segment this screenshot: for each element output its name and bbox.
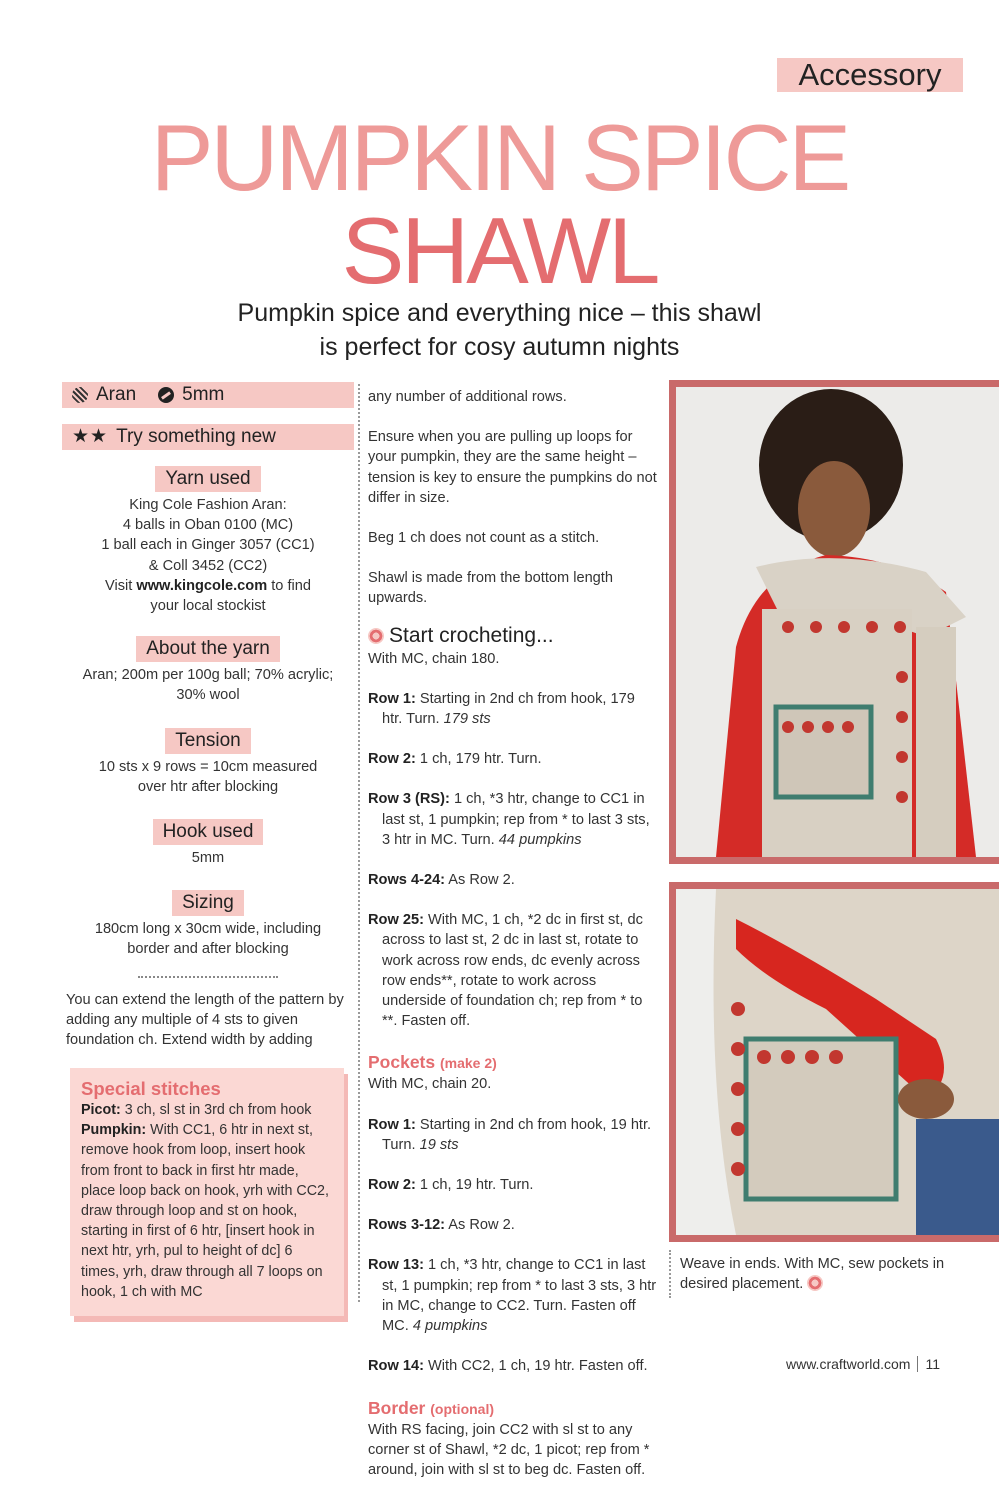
row-count: 19 sts — [419, 1136, 459, 1153]
picot-definition — [70, 1100, 344, 1120]
page-footer — [786, 1356, 940, 1372]
start-heading-text: Start crocheting... — [389, 623, 554, 647]
row-label: Rows 4-24: — [368, 872, 446, 889]
yarn-line: 1 ball each in Ginger 3057 (CC1) — [101, 537, 315, 554]
about-yarn-heading: About the yarn — [136, 636, 280, 662]
note: Beg 1 ch does not count as a stitch. — [368, 530, 600, 547]
tension-text — [62, 757, 354, 797]
sizing-text — [62, 919, 354, 959]
pattern-row — [368, 1215, 658, 1235]
column-divider — [358, 384, 360, 1302]
stockist-line — [62, 576, 354, 596]
pattern-row — [368, 1255, 658, 1336]
sizing-heading: Sizing — [172, 890, 244, 916]
hook-used-heading: Hook used — [153, 819, 264, 845]
difficulty-label: Try something new — [116, 426, 276, 447]
hook-used-text: 5mm — [191, 850, 225, 867]
specs-column — [62, 382, 354, 978]
hook-size: 5mm — [182, 384, 225, 405]
yarn-hook-badge — [62, 382, 354, 408]
row-text: Starting in 2nd ch from hook, 179 htr. Turn. — [382, 690, 635, 728]
row-text: 1 ch, 19 htr. Turn. — [415, 1177, 534, 1194]
pattern-row — [368, 749, 658, 769]
yarn-line: King Cole Fashion Aran: — [129, 497, 287, 513]
row-text: With CC2, 1 ch, 19 htr. Fasten off. — [423, 1358, 648, 1375]
row-text: As Row 2. — [445, 872, 515, 889]
page-number: 11 — [925, 1356, 941, 1372]
yarn-ball-icon — [72, 387, 88, 403]
stockist-link[interactable]: www.kingcole.com — [136, 577, 268, 594]
note: Shawl is made from the bottom length upwards. — [368, 570, 613, 607]
footer-site[interactable]: www.craftworld.com — [786, 1356, 911, 1372]
pocket-illustration — [676, 889, 999, 1235]
model-photo — [669, 380, 999, 864]
caption-text: Weave in ends. With MC, sew pockets in desired placement. — [680, 1256, 945, 1293]
row-text: 1 ch, *3 htr, change to CC1 in last st, 1 pumpkin; rep from * to last 3 sts, 3 htr in MC. Turn. — [382, 791, 650, 848]
row-text: As Row 2. — [445, 1217, 515, 1234]
pockets-intro: With MC, chain 20. — [368, 1076, 492, 1093]
tension-line: over htr after blocking — [137, 778, 279, 795]
row-text: Starting in 2nd ch from hook, 19 htr. Turn. — [382, 1116, 652, 1153]
subtitle-line1: Pumpkin spice and everything nice – this shawl — [237, 299, 762, 327]
sizing-line: border and after blocking — [127, 941, 289, 958]
tension-heading: Tension — [165, 728, 251, 754]
yarn-used-text — [62, 495, 354, 616]
photo-caption — [680, 1254, 980, 1294]
yarn-line: 4 balls in Oban 0100 (MC) — [122, 517, 294, 534]
category-tag: Accessory — [777, 58, 963, 92]
border-note: (optional) — [430, 1400, 495, 1417]
pumpkin-text: With CC1, 6 htr in next st, remove hook from loop, insert hook from front to back in first htr made, place loop back on hook, yrh with CC2, draw through loop and st on hook, starting in first of 6 htr, [insert hook in next htr, yrh, pul to height of dc] 6 times, yrh, draw through all 7 loops on hook, 1 ch with MC — [81, 1122, 329, 1300]
note: Ensure when you are pulling up loops for your pumpkin, they are the same height – tension is key to ensure the pumpkins do not differ in size. — [368, 429, 657, 506]
pattern-row — [368, 870, 658, 890]
border-heading — [368, 1397, 658, 1420]
picot-label: Picot: — [81, 1102, 121, 1118]
stockist-line2: your local stockist — [150, 598, 266, 615]
note: any number of additional rows. — [368, 389, 567, 405]
hook-icon — [158, 387, 174, 403]
row-text: 1 ch, *3 htr, change to CC1 in last st, 1 pumpkin; rep from * to last 3 sts, 3 htr in MC, change to CC2. Turn. Fasten off MC. — [382, 1257, 657, 1335]
row-label: Row 1: — [368, 690, 416, 707]
row-count: 179 sts — [443, 711, 491, 728]
pattern-row — [368, 1175, 658, 1195]
row-label: Row 25: — [368, 912, 424, 929]
visit-text: Visit — [104, 577, 137, 594]
special-stitches-heading: Special stitches — [81, 1078, 221, 1099]
row-label: Row 2: — [368, 1177, 416, 1194]
page-title-line1: PUMPKIN SPICE — [150, 105, 849, 210]
row-text: With MC, 1 ch, *2 dc in first st, dc across to last st, 2 dc in last st, rotate to work across row ends, dc evenly across row ends**, rotate to work across underside of foundation ch; rep from * to **. Fasten off. — [382, 912, 643, 1030]
row-count: 44 pumpkins — [498, 831, 582, 848]
pattern-row — [368, 689, 658, 729]
row-label: Row 2: — [368, 751, 416, 768]
pattern-row — [368, 1356, 658, 1376]
yarn-flower-icon — [807, 1275, 823, 1291]
about-yarn-text — [62, 665, 354, 705]
page-title-line2: SHAWL — [341, 198, 658, 303]
dotted-divider — [138, 976, 278, 978]
row-text: 1 ch, 179 htr. Turn. — [415, 751, 542, 768]
model-illustration — [676, 387, 999, 857]
pumpkin-label: Pumpkin: — [81, 1122, 147, 1139]
pockets-heading — [368, 1051, 658, 1074]
special-stitches-box — [70, 1068, 344, 1316]
pattern-row — [368, 910, 658, 1031]
tension-line: 10 sts x 9 rows = 10cm measured — [98, 758, 318, 775]
yarn-used-heading: Yarn used — [155, 466, 260, 492]
star-icon: ★★ — [72, 426, 109, 447]
sizing-line: 180cm long x 30cm wide, including — [94, 921, 322, 938]
visit-text: to find — [267, 577, 312, 594]
footer-separator — [917, 1356, 918, 1372]
extend-note: You can extend the length of the pattern by adding any multiple of 4 sts to given foundation ch. Extend width by adding — [66, 992, 344, 1049]
start-intro: With MC, chain 180. — [368, 650, 500, 667]
subtitle — [0, 296, 999, 364]
instructions-column — [368, 387, 658, 1500]
yarn-weight: Aran — [96, 384, 137, 405]
pockets-heading-text: Pockets — [368, 1052, 436, 1073]
caption-divider — [669, 1250, 671, 1298]
row-count: 4 pumpkins — [412, 1318, 488, 1335]
start-crocheting-heading — [368, 623, 658, 649]
row-label: Row 3 (RS): — [368, 791, 450, 808]
pumpkin-definition — [70, 1120, 344, 1302]
border-heading-text: Border — [368, 1397, 426, 1418]
subtitle-line2: is perfect for cosy autumn nights — [319, 333, 680, 361]
yarn-line: & Coll 3452 (CC2) — [148, 557, 268, 574]
pockets-note: (make 2) — [440, 1055, 497, 1072]
pattern-row — [368, 789, 658, 850]
row-label: Rows 3-12: — [368, 1217, 446, 1234]
yarn-flower-icon — [368, 628, 384, 644]
about-line: 30% wool — [176, 687, 240, 704]
row-label: Row 13: — [368, 1257, 424, 1274]
row-label: Row 14: — [368, 1358, 424, 1375]
row-label: Row 1: — [368, 1116, 416, 1133]
border-text: With RS facing, join CC2 with sl st to any corner st of Shawl, *2 dc, 1 picot; rep from * around, join with sl st to beg dc. Fasten off. — [368, 1421, 650, 1478]
about-line: Aran; 200m per 100g ball; 70% acrylic; — [82, 667, 334, 684]
pocket-detail-photo — [669, 882, 999, 1242]
picot-text: 3 ch, sl st in 3rd ch from hook — [120, 1102, 312, 1118]
difficulty-badge — [62, 424, 354, 450]
pattern-row — [368, 1115, 658, 1155]
